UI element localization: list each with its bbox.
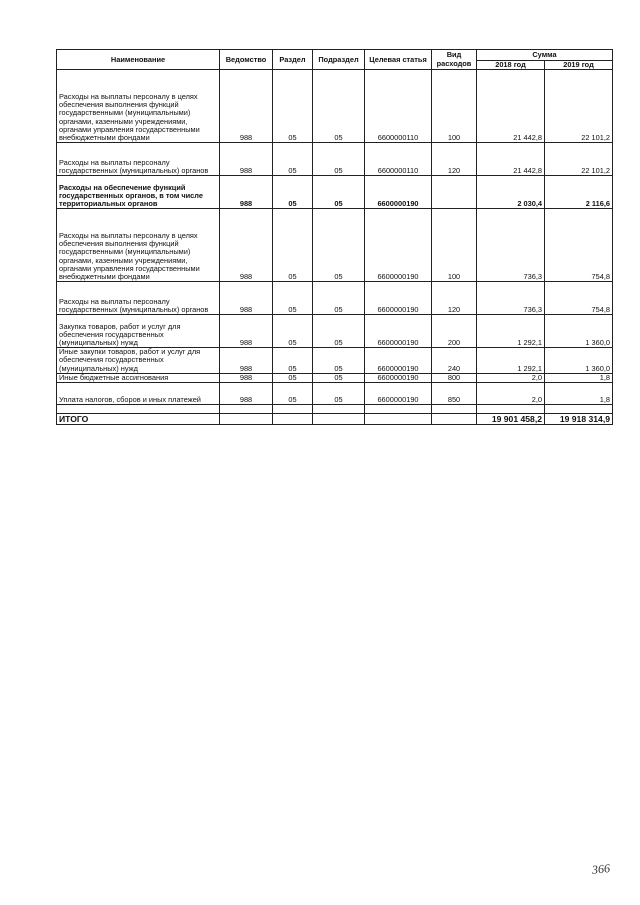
row-kind: 240	[432, 348, 477, 374]
header-subsection: Подраздел	[313, 50, 365, 70]
row-section: 05	[273, 209, 313, 282]
spacer-row	[57, 405, 613, 414]
row-2018: 2,0	[477, 383, 545, 405]
header-section: Раздел	[273, 50, 313, 70]
header-dept: Ведомство	[220, 50, 273, 70]
row-name: Иные бюджетные ассигнования	[57, 373, 220, 382]
row-dept: 988	[220, 143, 273, 176]
row-2019: 754,8	[545, 282, 613, 315]
table-row	[57, 209, 613, 282]
header-2018: 2018 год	[477, 61, 545, 70]
row-dept: 988	[220, 209, 273, 282]
table-row	[57, 70, 613, 143]
row-name: Расходы на выплаты персоналу в целях обеспечения выполнения функций государственными (муниципальными) органами, казенными учреждениями, органами управления государственными внебюджетными фондами	[57, 209, 220, 282]
row-subsection: 05	[313, 209, 365, 282]
row-name: Иные закупки товаров, работ и услуг для обеспечения государственных (муниципальных) нужд	[57, 348, 220, 374]
row-2018: 21 442,8	[477, 143, 545, 176]
row-2019: 22 101,2	[545, 70, 613, 143]
row-dept: 988	[220, 176, 273, 209]
header-sum: Сумма	[477, 50, 613, 61]
row-dept: 988	[220, 373, 273, 382]
row-subsection: 05	[313, 373, 365, 382]
row-kind: 120	[432, 143, 477, 176]
row-dept: 988	[220, 282, 273, 315]
row-2019: 754,8	[545, 209, 613, 282]
row-target: 6600000190	[365, 373, 432, 382]
row-subsection: 05	[313, 348, 365, 374]
row-target: 6600000190	[365, 348, 432, 374]
row-dept: 988	[220, 383, 273, 405]
row-section: 05	[273, 383, 313, 405]
row-2018: 21 442,8	[477, 70, 545, 143]
row-name: Уплата налогов, сборов и иных платежей	[57, 383, 220, 405]
total-row	[57, 414, 613, 425]
row-target: 6600000190	[365, 209, 432, 282]
row-section: 05	[273, 315, 313, 348]
row-2019: 1,8	[545, 373, 613, 382]
row-kind: 850	[432, 383, 477, 405]
table-row	[57, 282, 613, 315]
row-subsection: 05	[313, 143, 365, 176]
row-name: Закупка товаров, работ и услуг для обеспечения государственных (муниципальных) нужд	[57, 315, 220, 348]
row-target: 6600000190	[365, 383, 432, 405]
row-target: 6600000190	[365, 315, 432, 348]
row-dept: 988	[220, 70, 273, 143]
row-kind: 100	[432, 209, 477, 282]
row-2018: 2 030,4	[477, 176, 545, 209]
table-row	[57, 348, 613, 374]
row-section: 05	[273, 373, 313, 382]
header-2019: 2019 год	[545, 61, 613, 70]
row-2018: 1 292,1	[477, 315, 545, 348]
row-subsection: 05	[313, 383, 365, 405]
table-row	[57, 383, 613, 405]
row-2018: 2,0	[477, 373, 545, 382]
row-kind: 120	[432, 282, 477, 315]
row-kind	[432, 176, 477, 209]
row-section: 05	[273, 282, 313, 315]
row-subsection: 05	[313, 70, 365, 143]
row-target: 6600000110	[365, 143, 432, 176]
table-row	[57, 315, 613, 348]
row-2019: 1 360,0	[545, 315, 613, 348]
row-dept: 988	[220, 348, 273, 374]
row-name: Расходы на выплаты персоналу государственных (муниципальных) органов	[57, 143, 220, 176]
budget-table	[56, 49, 613, 425]
row-name: Расходы на обеспечение функций государственных органов, в том числе территориальных органов	[57, 176, 220, 209]
row-kind: 200	[432, 315, 477, 348]
total-label: ИТОГО	[57, 414, 220, 425]
header-target: Целевая статья	[365, 50, 432, 70]
row-target: 6600000190	[365, 282, 432, 315]
table-body	[57, 70, 613, 405]
total-2019: 19 918 314,9	[545, 414, 613, 425]
table-row	[57, 176, 613, 209]
row-subsection: 05	[313, 282, 365, 315]
row-2018: 1 292,1	[477, 348, 545, 374]
row-subsection: 05	[313, 315, 365, 348]
row-subsection: 05	[313, 176, 365, 209]
table-row	[57, 143, 613, 176]
row-section: 05	[273, 70, 313, 143]
row-2019: 1 360,0	[545, 348, 613, 374]
row-section: 05	[273, 348, 313, 374]
header-kind: Вид расходов	[432, 50, 477, 70]
row-dept: 988	[220, 315, 273, 348]
total-2018: 19 901 458,2	[477, 414, 545, 425]
row-2019: 2 116,6	[545, 176, 613, 209]
row-2018: 736,3	[477, 282, 545, 315]
row-target: 6600000190	[365, 176, 432, 209]
row-name: Расходы на выплаты персоналу государственных (муниципальных) органов	[57, 282, 220, 315]
row-target: 6600000110	[365, 70, 432, 143]
row-name: Расходы на выплаты персоналу в целях обеспечения выполнения функций государственными (муниципальными) органами, казенными учреждениями, органами управления государственными внебюджетными фондами	[57, 70, 220, 143]
row-section: 05	[273, 143, 313, 176]
row-2019: 22 101,2	[545, 143, 613, 176]
table-row	[57, 373, 613, 382]
page-number: 366	[591, 861, 611, 877]
header-name: Наименование	[57, 50, 220, 70]
row-kind: 100	[432, 70, 477, 143]
row-section: 05	[273, 176, 313, 209]
row-2019: 1,8	[545, 383, 613, 405]
row-kind: 800	[432, 373, 477, 382]
row-2018: 736,3	[477, 209, 545, 282]
